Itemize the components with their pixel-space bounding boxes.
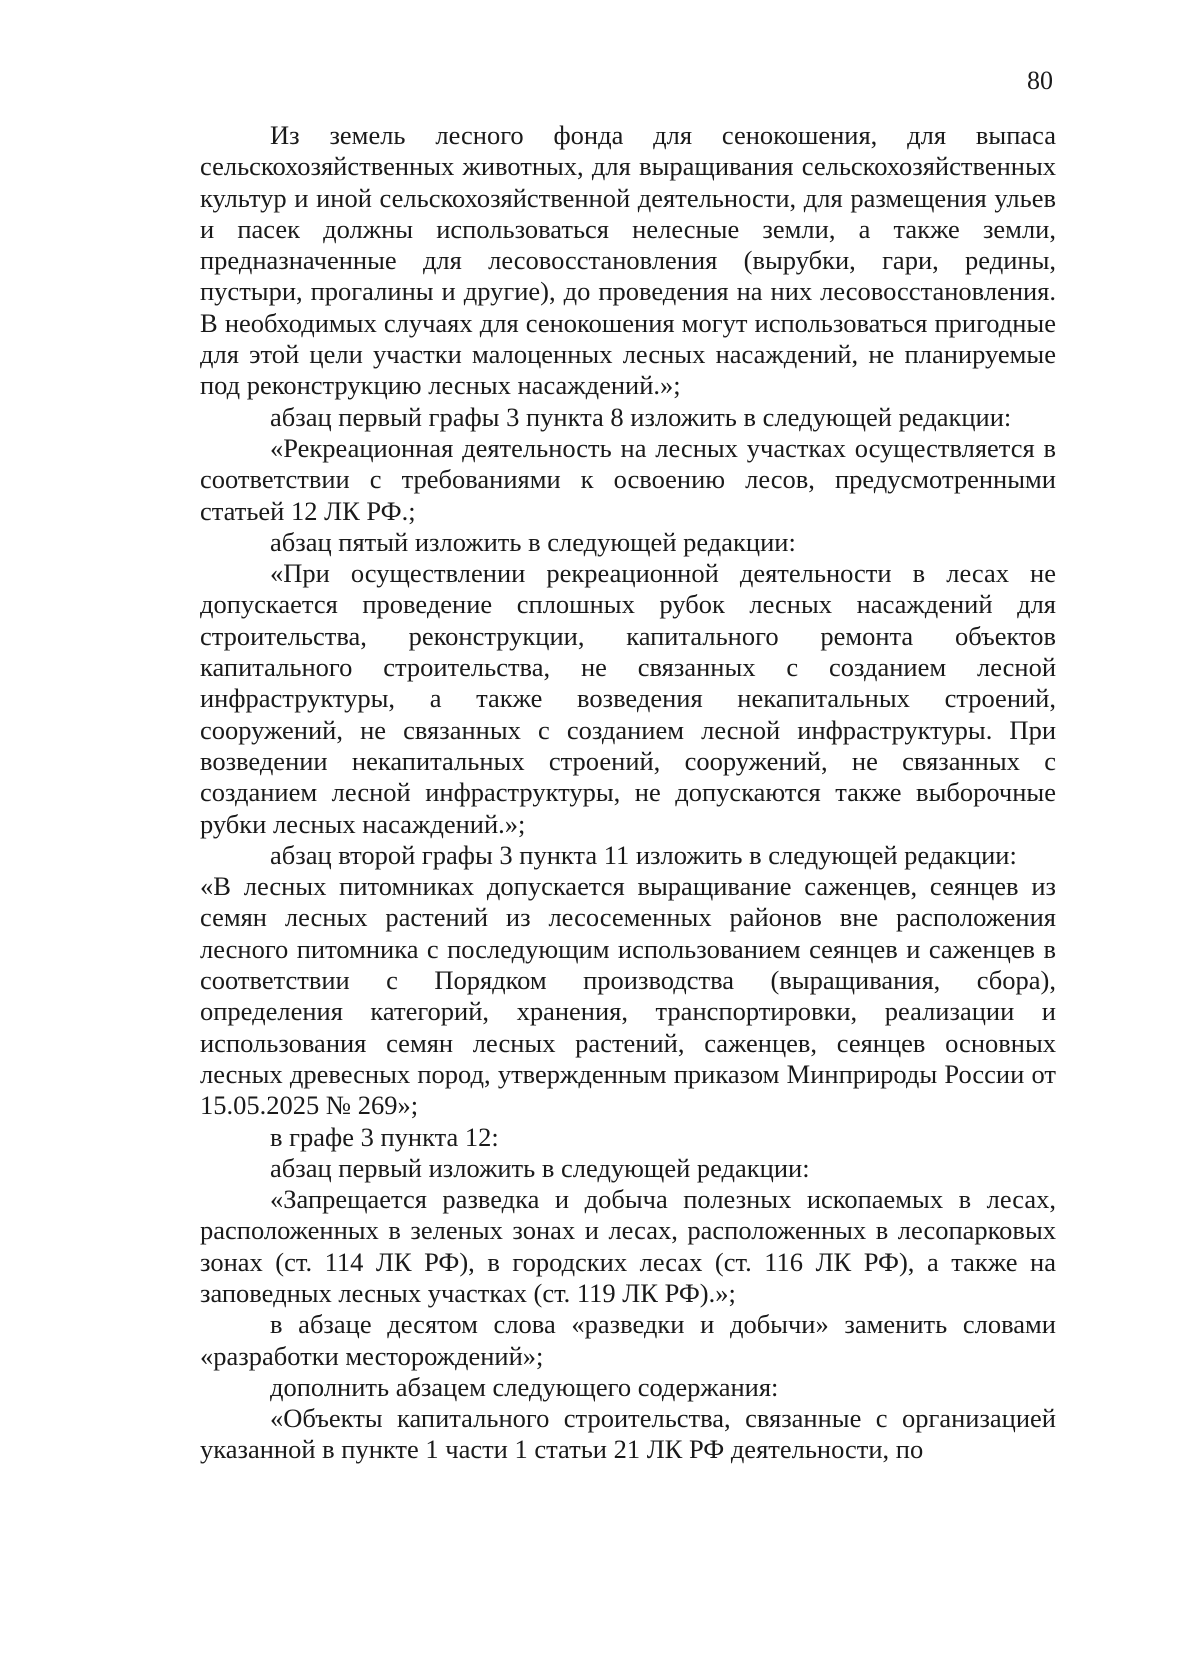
paragraph: дополнить абзацем следующего содержания: (270, 1371, 779, 1402)
paragraph: «В лесных питомниках допускается выращивание саженцев, сеянцев из семян лесных растений из лесосеменных районов вне расположения лесного питомника с последующим использованием сеянцев и саженцев в соответствии с Порядком производства (выращивания, сбора), определения категорий, хранения, транспортировки, реализации и использования семян лесных растений, саженцев, сеянцев основных лесных древесных пород, утвержденным приказом Минприроды России от 15.05.2025 № 269»; (200, 871, 1056, 1121)
paragraph: «Рекреационная деятельность на лесных участках осуществляется в соответствии с требованиями к освоению лесов, предусмотренными статьей 12 ЛК РФ.; (200, 432, 1056, 526)
paragraph: в графе 3 пункта 12: (270, 1121, 499, 1152)
paragraph: «Запрещается разведка и добыча полезных ископаемых в лесах, расположенных в зеленых зонах и лесах, расположенных в лесопарковых зонах (ст. 114 ЛК РФ), в городских лесах (ст. 116 ЛК РФ), а также на заповедных лесных участках (ст. 119 ЛК РФ).»; (200, 1184, 1056, 1308)
paragraph: «Объекты капитального строительства, связанные с организацией указанной в пункте 1 части 1 статьи 21 ЛК РФ деятельности, по (200, 1403, 1056, 1465)
page-number: 80 (1027, 66, 1053, 95)
paragraph: абзац первый графы 3 пункта 8 изложить в следующей редакции: (270, 401, 1012, 432)
paragraph: Из земель лесного фонда для сенокошения, для выпаса сельскохозяйственных животных, для выращивания сельскохозяйственных культур и иной сельскохозяйственной деятельности, для размещения ульев и пасек должны использоваться нелесные земли, а также земли, предназначенные для лесовосстановления (вырубки, гари, редины, пустыри, прогалины и другие), до проведения на них лесовосстановления. В необходимых случаях для сенокошения могут использоваться пригодные для этой цели участки малоценных лесных насаждений, не планируемые под реконструкцию лесных насаждений.»; (200, 120, 1056, 401)
paragraph: в абзаце десятом слова «разведки и добычи» заменить словами «разработки месторождений»; (200, 1309, 1056, 1371)
paragraph: «При осуществлении рекреационной деятельности в лесах не допускается проведение сплошных рубок лесных насаждений для строительства, реконструкции, капитального ремонта объектов капитального строительства, не связанных с созданием лесной инфраструктуры, а также возведения некапитальных строений, сооружений, не связанных с созданием лесной инфраструктуры. При возведении некапитальных строений, сооружений, не связанных с созданием лесной инфраструктуры, не допускаются также выборочные рубки лесных насаждений.»; (200, 558, 1056, 839)
paragraph: абзац первый изложить в следующей редакции: (270, 1152, 810, 1183)
paragraph: абзац пятый изложить в следующей редакции: (270, 526, 796, 557)
document-body (200, 120, 1056, 1466)
paragraph: абзац второй графы 3 пункта 11 изложить в следующей редакции: (270, 839, 1017, 870)
